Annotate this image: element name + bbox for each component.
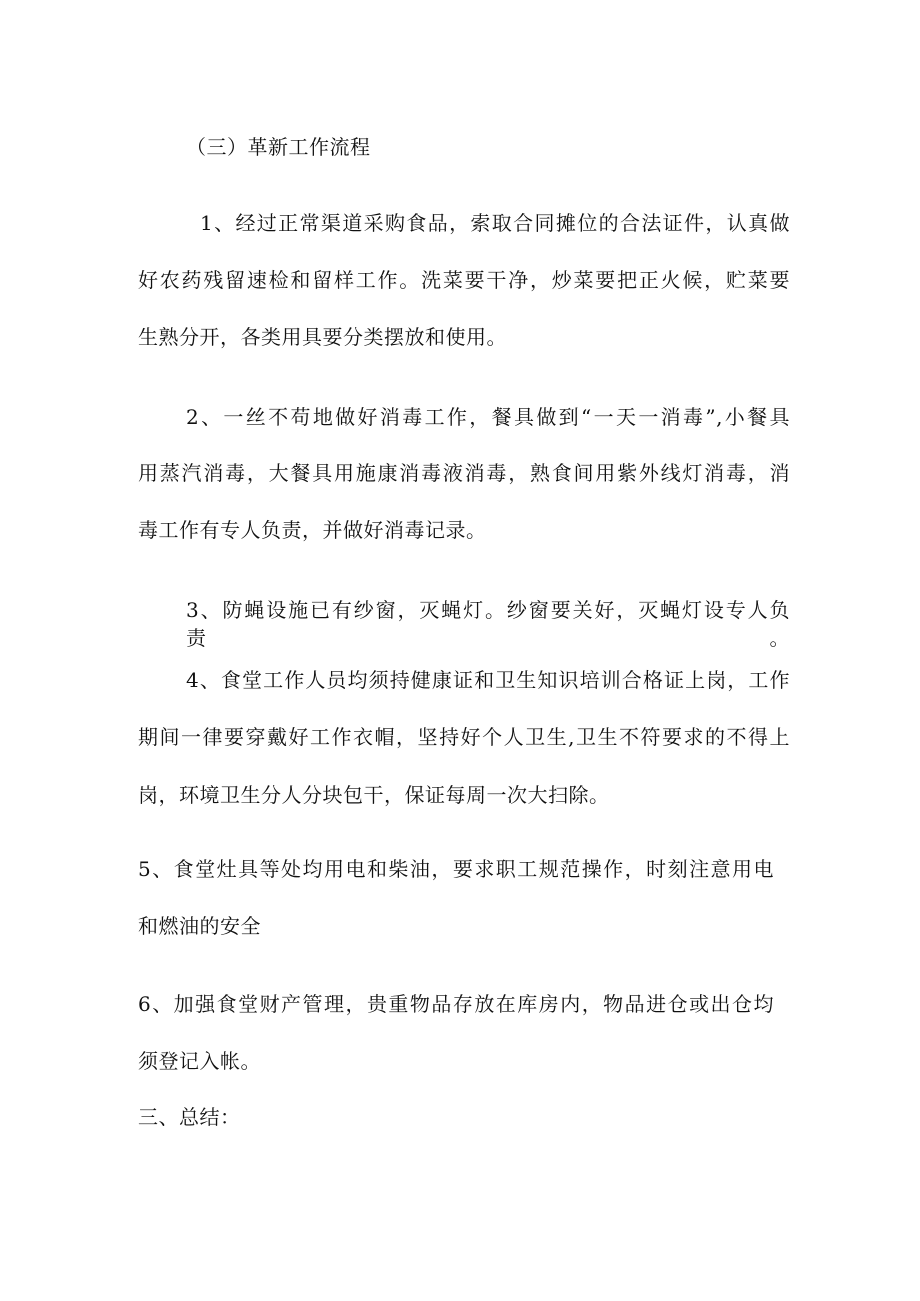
item-5-line-2: 和燃油的安全 bbox=[138, 914, 261, 938]
item-1-line-2: 好农药残留速检和留样工作。洗菜要干净，炒菜要把正火候，贮菜要 bbox=[138, 268, 790, 292]
item-5-line-1: 5、食堂灶具等处均用电和柴油，要求职工规范操作，时刻注意用电 bbox=[138, 857, 774, 881]
item-4-line-3: 岗，环境卫生分人分块包干，保证每周一次大扫除。 bbox=[138, 783, 610, 807]
section-heading: （三）革新工作流程 bbox=[186, 135, 371, 159]
item-2-line-1: 2、一丝不苟地做好消毒工作，餐具做到“一天一消毒”,小餐具 bbox=[186, 405, 790, 429]
item-2-line-3: 毒工作有专人负责，并做好消毒记录。 bbox=[138, 518, 487, 542]
item-6-line-1: 6、加强食堂财产管理，贵重物品存放在库房内，物品进仓或出仓均 bbox=[138, 992, 774, 1016]
item-1-line-3: 生熟分开，各类用具要分类摆放和使用。 bbox=[138, 325, 507, 349]
item-6-line-2: 须登记入帐。 bbox=[138, 1049, 261, 1073]
item-3-line-1: 3、防蝇设施已有纱窗，灭蝇灯。纱窗要关好，灭蝇灯设专人负责。 bbox=[186, 598, 790, 650]
summary-heading: 三、总结： bbox=[138, 1105, 241, 1129]
item-1-line-1: 1、经过正常渠道采购食品，索取合同摊位的合法证件，认真做 bbox=[200, 211, 790, 235]
item-2-line-2: 用蒸汽消毒，大餐具用施康消毒液消毒，熟食间用紫外线灯消毒，消 bbox=[138, 461, 790, 485]
item-4-line-1: 4、食堂工作人员均须持健康证和卫生知识培训合格证上岗，工作 bbox=[186, 668, 790, 692]
item-4-line-2: 期间一律要穿戴好工作衣帽，坚持好个人卫生,卫生不符要求的不得上 bbox=[138, 725, 790, 749]
